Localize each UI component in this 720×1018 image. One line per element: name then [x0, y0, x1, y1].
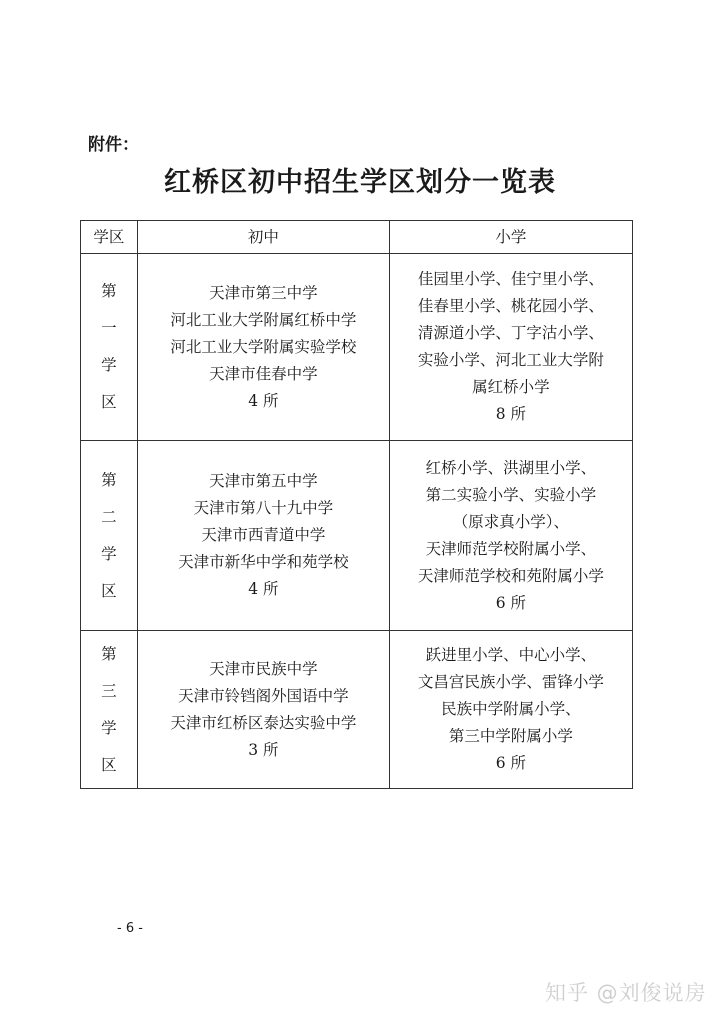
middle-schools-cell: 天津市第三中学 河北工业大学附属红桥中学 河北工业大学附属实验学校 天津市佳春中学 4 所: [137, 254, 389, 441]
table-row: [81, 254, 633, 441]
watermark: 知乎 @刘俊说房: [545, 981, 707, 1005]
zone-cell: 第 一 学 区: [81, 254, 138, 441]
column-header-zone: 学区: [81, 221, 138, 254]
page-number: - 6 -: [117, 921, 143, 936]
primary-school-count: 6 所: [495, 754, 527, 772]
primary-schools-cell: 红桥小学、洪湖里小学、 第二实验小学、实验小学 （原求真小学）、 天津师范学校附属小学、 天津师范学校和苑附属小学 6 所: [389, 441, 632, 631]
middle-schools-cell: 天津市民族中学 天津市铃铛阁外国语中学 天津市红桥区泰达实验中学 3 所: [137, 631, 389, 789]
primary-schools-cell: 跃进里小学、中心小学、 文昌宫民族小学、雷锋小学 民族中学附属小学、 第三中学附属小学 6 所: [389, 631, 632, 789]
middle-school-count: 4 所: [248, 391, 279, 410]
zone-cell: 第 三 学 区: [81, 631, 138, 789]
school-district-table: [80, 220, 633, 789]
page-title: 红桥区初中招生学区划分一览表: [164, 167, 556, 198]
middle-school-count: 3 所: [248, 740, 279, 759]
attachment-label: 附件：: [88, 135, 139, 155]
primary-school-count: 8 所: [495, 405, 527, 423]
primary-school-count: 6 所: [495, 593, 527, 612]
middle-school-count: 4 所: [248, 580, 279, 598]
column-header-middle-school: 初中: [137, 221, 389, 254]
table-row: [81, 441, 633, 631]
primary-schools-cell: 佳园里小学、佳宁里小学、 佳春里小学、桃花园小学、 清源道小学、丁字沽小学、 实验小学、河北工业大学附 属红桥小学 8 所: [389, 254, 632, 441]
table-header-row: [81, 221, 633, 254]
middle-schools-cell: 天津市第五中学 天津市第八十九中学 天津市西青道中学 天津市新华中学和苑学校 4 所: [137, 441, 389, 631]
table-row: [81, 631, 633, 789]
zone-cell: 第 二 学 区: [81, 441, 138, 631]
column-header-primary-school: 小学: [389, 221, 632, 254]
